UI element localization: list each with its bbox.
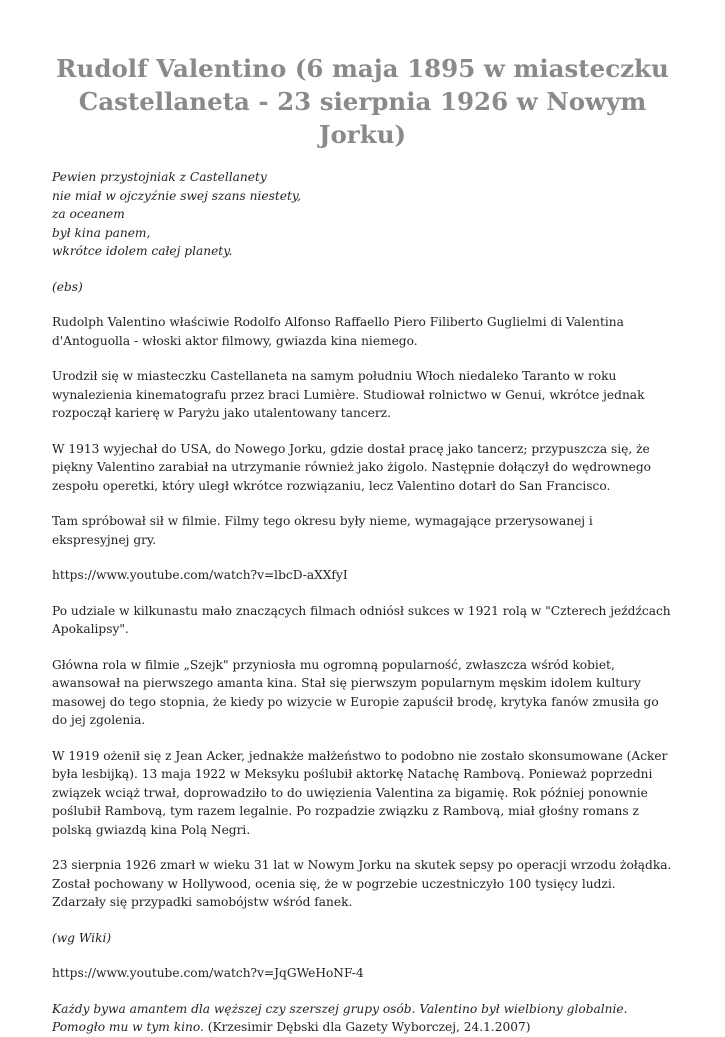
closing-quote	[52, 1000, 673, 1037]
poem-line: wkrótce idolem całej planety.	[52, 244, 233, 258]
poem-line: nie miał w ojczyźnie swej szans niestety,	[52, 188, 302, 203]
source-note: (wg Wiki)	[52, 930, 112, 945]
poem-author: (ebs)	[52, 279, 83, 294]
youtube-link-2[interactable]: https://www.youtube.com/watch?v=JqGWeHoNF-4	[52, 966, 364, 980]
paragraph-film: Tam spróbował sił w filmie. Filmy tego okresu były nieme, wymagające przerysowanej i ekspresyjnej gry.	[52, 514, 593, 547]
poem-line: był kina panem,	[52, 225, 151, 240]
article-title: Rudolf Valentino (6 maja 1895 w miasteczku Castellaneta - 23 sierpnia 1926 w Nowym Jorku)	[56, 54, 669, 149]
youtube-link-1[interactable]: https://www.youtube.com/watch?v=lbcD-aXXfyI	[52, 568, 348, 582]
quote-text: Każdy bywa amantem dla węższej czy szerszej grupy osób. Valentino był wielbiony globalnie. Pomogło mu w tym kino.	[52, 1001, 628, 1034]
paragraph-death: 23 sierpnia 1926 zmarł w wieku 31 lat w Nowym Jorku na skutek sepsy po operacji wrzodu żołądka. Został pochowany w Hollywood, ocenia się, że w pogrzebie uczestniczyło 100 tysięcy ludzi. Zdarzały się przypadki samobójstw wśród fanek.	[52, 858, 672, 909]
poem-line: Pewien przystojniak z Castellanety	[52, 170, 267, 184]
paragraph-success: Po udziale w kilkunastu mało znaczących filmach odniósł sukces w 1921 rolą w "Czterech jeźdźcach Apokalipsy".	[52, 603, 671, 636]
limerick	[52, 168, 673, 261]
quote-attribution: (Krzesimir Dębski dla Gazety Wyborczej, 24.1.2007)	[203, 1020, 531, 1034]
paragraph-marriage: W 1919 ożenił się z Jean Acker, jednakże małżeństwo to podobno nie zostało skonsumowane (Acker była lesbijką). 13 maja 1922 w Meksyku poślubił aktorkę Natachę Rambovą. Ponieważ poprzedni związek wciąż trwał, doprowadziło to do uwięzienia Valentina za bigamię. Rok później ponownie poślubił Rambovą, tym razem legalnie. Po rozpadzie związku z Rambovą, miał głośny romans z polską gwiazdą kina Polą Negri.	[52, 748, 668, 837]
paragraph-birth: Urodził się w miasteczku Castellaneta na samym południu Włoch niedaleko Taranto w roku wynalezienia kinematografu przez braci Lumière. Studiował rolnictwo w Genui, wkrótce jednak rozpoczął karierę w Paryżu jako utalentowany tancerz.	[52, 369, 645, 420]
paragraph-sheik: Główna rola w filmie „Szejk" przyniosła mu ogromną popularność, zwłaszcza wśród kobiet, awansował na pierwszego amanta kina. Stał się pierwszym popularnym męskim idolem kultury masowej do tego stopnia, że kiedy po wizycie w Europie zapuścił brodę, krytyka fanów zmusiła go do jej zgolenia.	[52, 657, 659, 727]
paragraph-intro: Rudolph Valentino właściwie Rodolfo Alfonso Raffaello Piero Filiberto Guglielmi di Valentina d'Antoguolla - włoski aktor filmowy, gwiazda kina niemego.	[52, 315, 624, 348]
poem-line: za oceanem	[52, 207, 125, 221]
paragraph-usa: W 1913 wyjechał do USA, do Nowego Jorku, gdzie dostał pracę jako tancerz; przypuszcza się, że piękny Valentino zarabiał na utrzymanie również jako żigolo. Następnie dołączył do wędrownego zespołu operetki, który uległ wkrótce rozwiązaniu, lecz Valentino dotarł do San Francisco.	[52, 441, 651, 493]
